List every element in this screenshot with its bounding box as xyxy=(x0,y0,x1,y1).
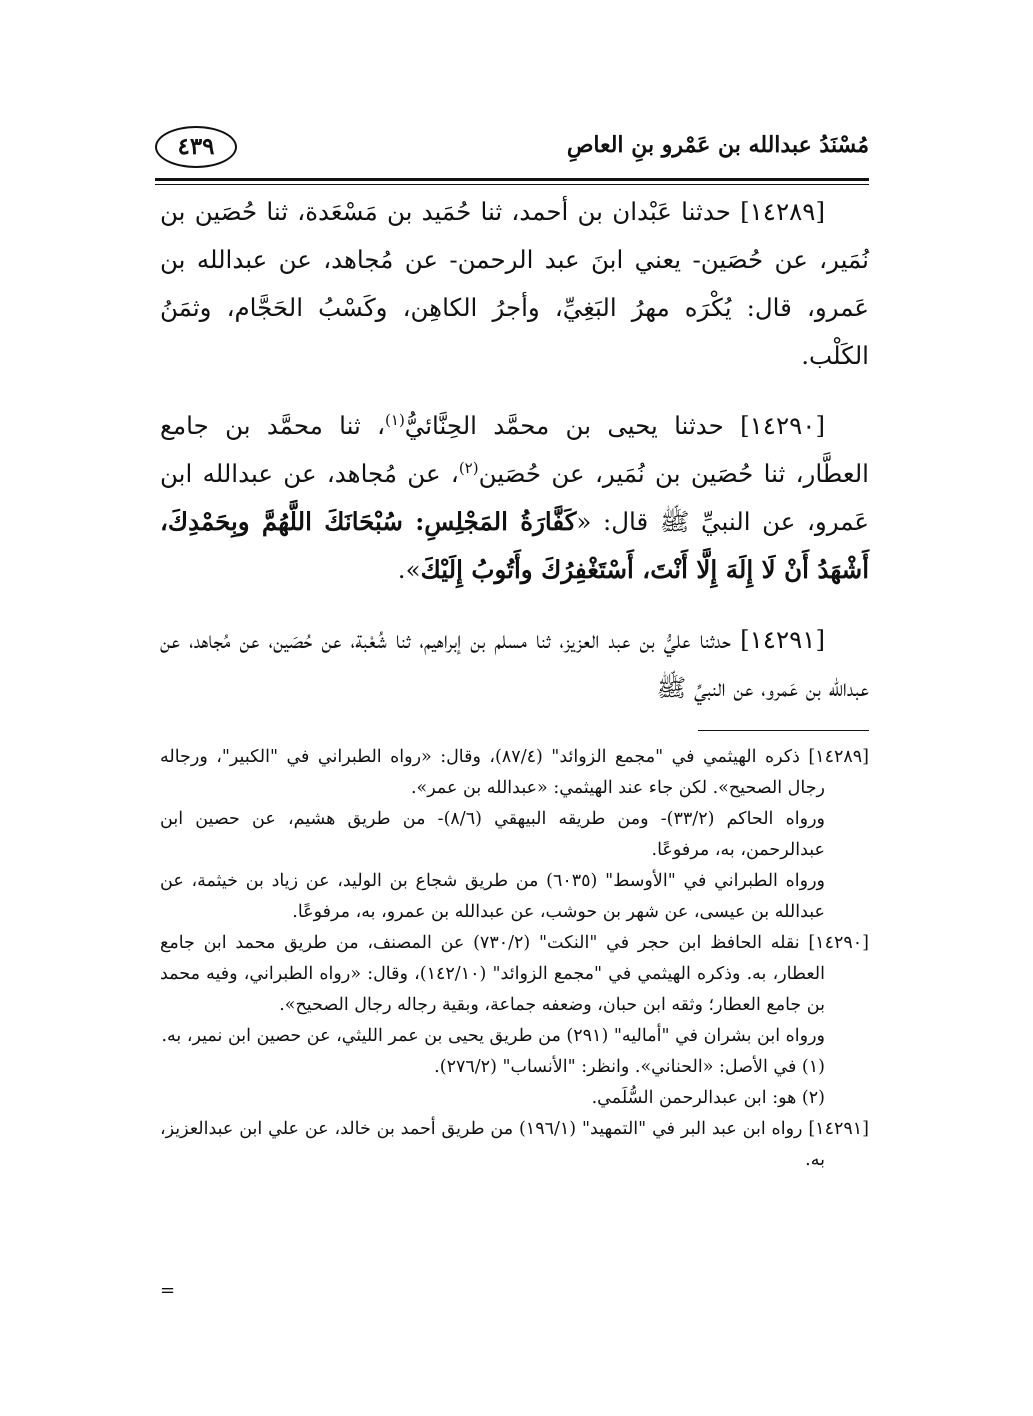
footnotes xyxy=(160,742,869,1176)
page-header xyxy=(155,122,869,174)
footnote-14290: [١٤٢٩٠] نقله الحافظ ابن حجر في "النكت" (٧٣٠/٢) عن المصنف، من طريق محمد ابن جامع العطار، به. وذكره الهيثمي في "مجمع الزوائد" (١٤٢/١٠)، وقال: «رواه الطبراني، وفيه محمد بن جامع العطار؛ وثقه ابن حبان، وضعفه جماعة، وبقية رجاله رجال الصحيح». xyxy=(160,933,869,1015)
hadith-number: [١٤٢٩١] xyxy=(740,625,825,654)
hadith-text: حدثنا عَبْدان بن أحمد، ثنا حُمَيد بن مَسْعَدة، ثنا حُصَين بن نُمَير، عن حُصَين- يعني ابنَ عبد الرحمن- عن مُجاهد، عن عبدالله بن عَمرو، قال: يُكْرَه مهرُ البَغِيِّ، وأجرُ الكاهِن، وكَسْبُ الحَجَّام، وثمَنُ الكَلْب. xyxy=(160,197,869,370)
hadith-text: ، ثنا محمَّد بن جامع العطَّار، ثنا حُصَين بن نُمَير، عن حُصَين xyxy=(160,411,869,488)
hadith-text: ، عن مُجاهد، عن عبدالله ابن عَمرو، عن النبيِّ ﷺ قال: « xyxy=(160,459,870,536)
continuation-mark: = xyxy=(160,1280,176,1301)
hadith-14289 xyxy=(160,188,869,380)
hadith-14291 xyxy=(160,616,869,712)
quote-close: ». xyxy=(397,555,421,584)
hadith-14290 xyxy=(160,402,869,594)
hadith-text: حدثنا عليُّ بن عبد العزيز، ثنا مسلم بن إبراهيم، ثنا شُعْبة، عن حُصَين، عن مُجاهد، عن عبدالله بن عَمرو، عن النبيِّ ﷺ xyxy=(160,625,869,702)
hadith-number: [١٤٢٨٩] xyxy=(740,197,825,226)
footnote-14289: [١٤٢٨٩] ذكره الهيثمي في "مجمع الزوائد" (٨٧/٤)، وقال: «رواه الطبراني في "الكبير"، ورجاله رجال الصحيح». لكن جاء عند الهيثمي: «عبدالله بن عمر». xyxy=(160,747,869,798)
footnote-ref-1: (١) xyxy=(385,410,405,429)
prophetic-quote: كَفَّارَةُ المَجْلِسِ: سُبْحَانَكَ اللَّهُمَّ وبِحَمْدِكَ، أَشْهَدُ أَنْ لَا إِلَهَ إِلَّا أَنْتَ، أَسْتَغْفِرُكَ وأَتُوبُ إِلَيْكَ xyxy=(160,507,869,584)
footnote-14289-awsat: ورواه الطبراني في "الأوسط" (٦٠٣٥) من طريق شجاع بن الوليد، عن زياد بن خيثمة، عن عبدالله بن عيسى، عن شهر بن حوشب، عن عبدالله بن عمرو، به، مرفوعًا. xyxy=(160,871,826,922)
footnote-14291: [١٤٢٩١] رواه ابن عبد البر في "التمهيد" (١٩٦/١) من طريق أحمد بن خالد، عن علي ابن عبدالعزيز، به. xyxy=(160,1119,869,1170)
footnote-14290-bishran: ورواه ابن بشران في "أماليه" (٢٩١) من طريق يحيى بن عمر الليثي، عن حصين ابن نمير، به. xyxy=(161,1026,825,1046)
header-rule-thin xyxy=(155,184,869,185)
footnote-note-2: (٢) هو: ابن عبدالرحمن السُّلَمي. xyxy=(591,1088,825,1108)
header-rule-thick xyxy=(155,178,869,181)
book-title: مُسْنَدُ عبدالله بن عَمْرو بنِ العاصِ xyxy=(566,132,869,158)
hadith-text: حدثنا يحيى بن محمَّد الحِنَّائيُّ xyxy=(404,411,741,440)
page-number: ٤٣٩ xyxy=(155,126,237,168)
footnote-separator xyxy=(698,730,869,731)
footnote-ref-2: (٢) xyxy=(458,458,479,477)
footnote-14289-hakim: ورواه الحاكم (٣٣/٢)- ومن طريقه البيهقي (٨/٦)- من طريق هشيم، عن حصين ابن عبدالرحمن، به، مرفوعًا. xyxy=(160,809,825,860)
footnote-note-1: (١) في الأصل: «الحناني». وانظر: "الأنساب" (٢٧٦/٢). xyxy=(434,1057,825,1077)
main-text xyxy=(160,188,869,734)
hadith-number: [١٤٢٩٠] xyxy=(740,411,825,440)
